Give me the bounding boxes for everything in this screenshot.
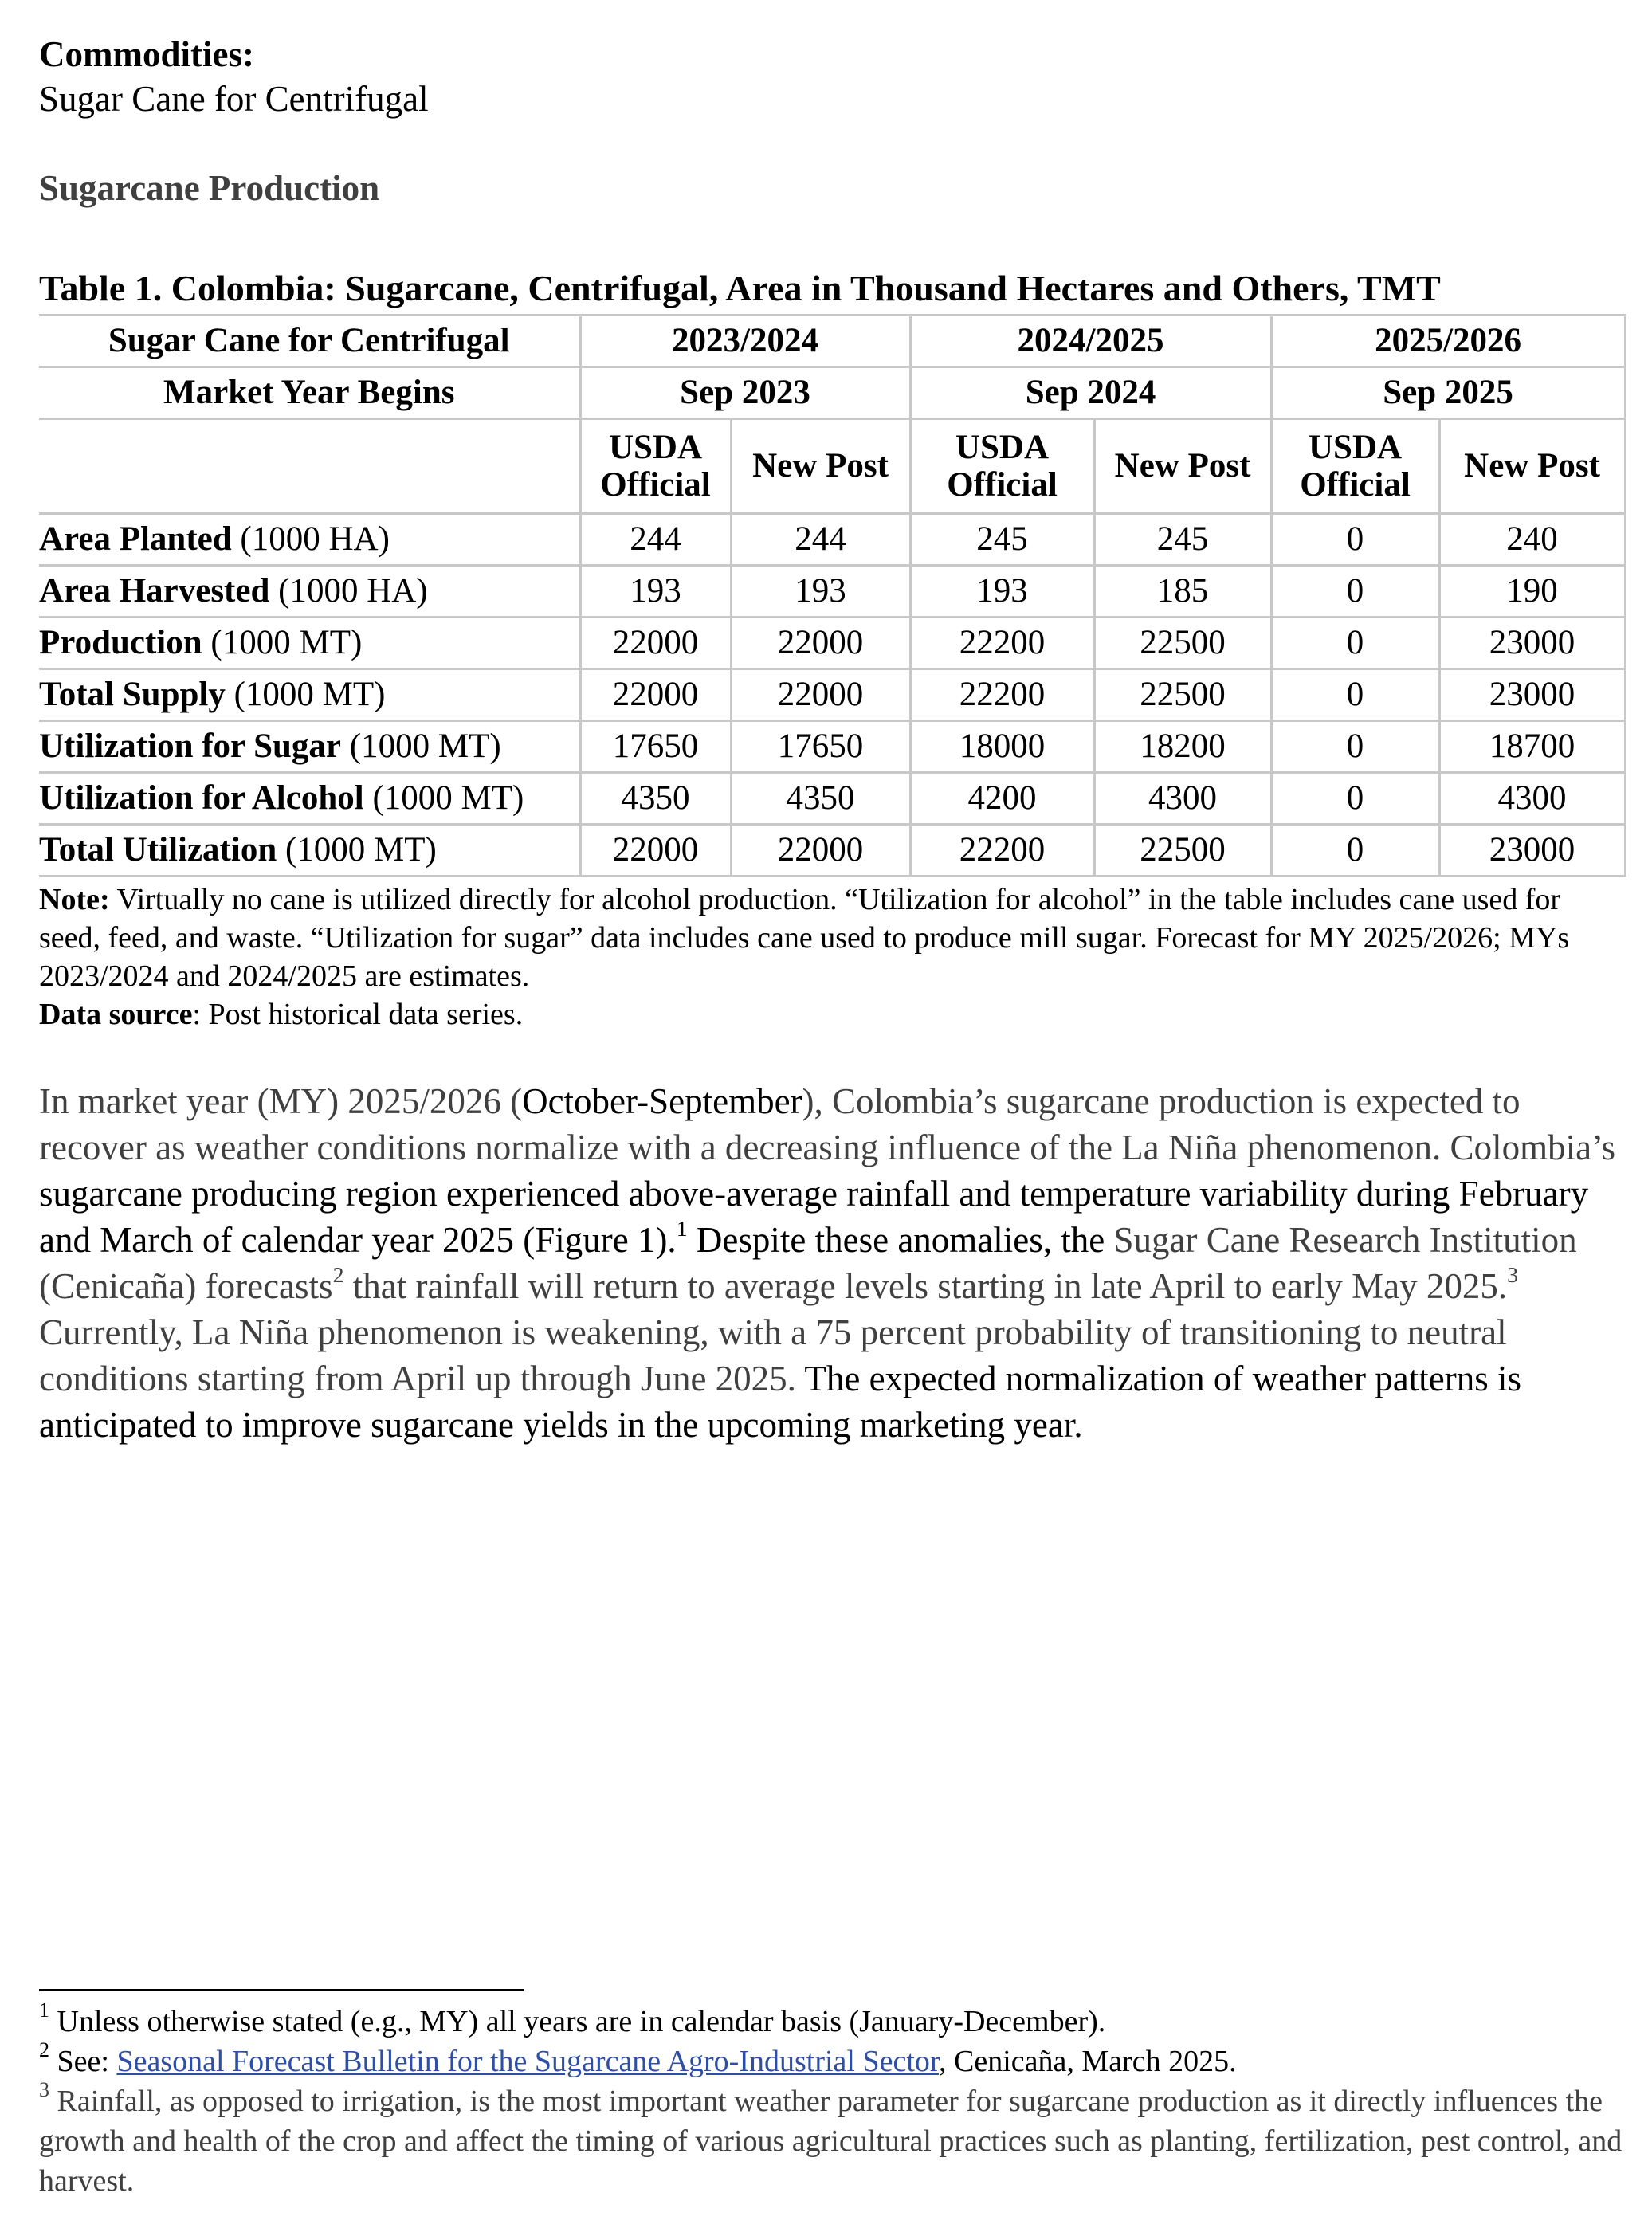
new-post-header: New Post (731, 419, 910, 514)
usda-official-header: USDA Official (1271, 419, 1439, 514)
footnote-1: $^1$ Unless otherwise stated (e.g., MY) all years are in calendar basis (January-December). (39, 1998, 1106, 2038)
corner-label-1: Sugar Cane for Centrifugal (39, 316, 580, 367)
table-cell: 4350 (580, 773, 731, 825)
table-cell: 4300 (1094, 773, 1271, 825)
table-cell: 0 (1271, 773, 1439, 825)
table-cell: 193 (910, 566, 1094, 618)
year-header: 2024/2025 (910, 316, 1271, 367)
commodity-name: Sugar Cane for Centrifugal (39, 79, 429, 119)
table-cell: 4350 (731, 773, 910, 825)
table-cell: 244 (731, 514, 910, 566)
table-body (39, 514, 1625, 877)
table-cell: 22200 (910, 825, 1094, 877)
footnote-2: $^2$ See: Seasonal Forecast Bulletin for the Sugarcane Agro-Industrial Sector, Cenicaña, March 2025. (39, 2038, 1237, 2078)
corner-blank (39, 419, 580, 514)
table-row (39, 825, 1625, 877)
header-row-years (39, 316, 1625, 367)
table-cell: 0 (1271, 514, 1439, 566)
table-cell: 245 (1094, 514, 1271, 566)
table-cell: 22000 (731, 825, 910, 877)
corner-label-2: Market Year Begins (39, 367, 580, 419)
table-row (39, 514, 1625, 566)
table-cell: 0 (1271, 618, 1439, 669)
table-cell: 22500 (1094, 825, 1271, 877)
table-cell: 4300 (1439, 773, 1625, 825)
table-cell: 22000 (580, 618, 731, 669)
section-title: Sugarcane Production (39, 168, 380, 208)
row-label: Total Utilization (1000 MT) (39, 825, 580, 877)
table-cell: 17650 (580, 721, 731, 773)
table-row (39, 721, 1625, 773)
table-cell: 22000 (731, 618, 910, 669)
year-header: 2025/2026 (1271, 316, 1625, 367)
header-row-begins (39, 367, 1625, 419)
document-page (39, 32, 1625, 1448)
usda-official-header: USDA Official (910, 419, 1094, 514)
table-cell: 22500 (1094, 669, 1271, 721)
table-row (39, 566, 1625, 618)
row-label: Utilization for Sugar (1000 MT) (39, 721, 580, 773)
row-label: Area Harvested (1000 HA) (39, 566, 580, 618)
row-label: Production (1000 MT) (39, 618, 580, 669)
table-cell: 185 (1094, 566, 1271, 618)
begins-header: Sep 2023 (580, 367, 910, 419)
table-cell: 0 (1271, 825, 1439, 877)
table-cell: 0 (1271, 566, 1439, 618)
table-cell: 245 (910, 514, 1094, 566)
footnote-divider (39, 1989, 524, 1991)
table-cell: 0 (1271, 669, 1439, 721)
table-cell: 17650 (731, 721, 910, 773)
table-cell: 240 (1439, 514, 1625, 566)
table-cell: 193 (731, 566, 910, 618)
table-cell: 22500 (1094, 618, 1271, 669)
footnote-3: $^3$ Rainfall, as opposed to irrigation, is the most important weather parameter for sugarcane production as it directly influences the growth and health of the crop and affect the timing of various agricultural practices such as planting, fertilization, pest control, and harvest. (39, 2078, 1623, 2198)
new-post-header: New Post (1094, 419, 1271, 514)
new-post-header: New Post (1439, 419, 1625, 514)
commodities-label: Commodities: (39, 34, 254, 74)
row-label: Utilization for Alcohol (1000 MT) (39, 773, 580, 825)
table-cell: 4200 (910, 773, 1094, 825)
table-cell: 22000 (580, 825, 731, 877)
table-cell: 0 (1271, 721, 1439, 773)
table-cell: 22200 (910, 618, 1094, 669)
table-cell: 18000 (910, 721, 1094, 773)
begins-header: Sep 2024 (910, 367, 1271, 419)
forecast-bulletin-link[interactable]: Seasonal Forecast Bulletin for the Sugarcane Agro-Industrial Sector (116, 2045, 940, 2078)
row-label: Area Planted (1000 HA) (39, 514, 580, 566)
row-label: Total Supply (1000 MT) (39, 669, 580, 721)
table-cell: 23000 (1439, 825, 1625, 877)
table-row (39, 669, 1625, 721)
table-cell: 22000 (731, 669, 910, 721)
begins-header: Sep 2025 (1271, 367, 1625, 419)
table-title: Table 1. Colombia: Sugarcane, Centrifugal, Area in Thousand Hectares and Others, TMT (39, 268, 1441, 308)
table-cell: 190 (1439, 566, 1625, 618)
table-cell: 244 (580, 514, 731, 566)
table-cell: 193 (580, 566, 731, 618)
table-cell: 23000 (1439, 618, 1625, 669)
table-cell: 22000 (580, 669, 731, 721)
table-cell: 22200 (910, 669, 1094, 721)
usda-official-header: USDA Official (580, 419, 731, 514)
table-cell: 23000 (1439, 669, 1625, 721)
table-cell: 18700 (1439, 721, 1625, 773)
table-row (39, 773, 1625, 825)
psd-table (39, 314, 1626, 877)
body-paragraph: In market year (MY) 2025/2026 (October-September), Colombia’s sugarcane production is expected to recover as weather conditions normalize with a decreasing influence of the La Niña phenomenon. Colombia’s sugarcane producing region experienced above-average rainfall and temperature variability during February and March of calendar year 2025 (Figure 1).$^1$ Despite these anomalies, the Sugar Cane Research Institution (Cenicaña) forecasts$^2$ that rainfall will return to average levels starting in late April to early May 2025.$^3$ Currently, La Niña phenomenon is weakening, with a 75 percent probability of transitioning to neutral conditions starting from April up through June 2025. The expected normalization of weather patterns is anticipated to improve sugarcane yields in the upcoming marketing year. (39, 1081, 1616, 1445)
table-row (39, 618, 1625, 669)
table-cell: 18200 (1094, 721, 1271, 773)
table-note: Note: Virtually no cane is utilized directly for alcohol production. “Utilization for alcohol” in the table includes cane used for seed, feed, and waste. “Utilization for sugar” data includes cane used to produce mill sugar. Forecast for MY 2025/2026; MYs 2023/2024 and 2024/2025 are estimates. Data source: Post historical data series. (39, 883, 1570, 1031)
footnotes (39, 1998, 1625, 2201)
year-header: 2023/2024 (580, 316, 910, 367)
header-row-sources (39, 419, 1625, 514)
